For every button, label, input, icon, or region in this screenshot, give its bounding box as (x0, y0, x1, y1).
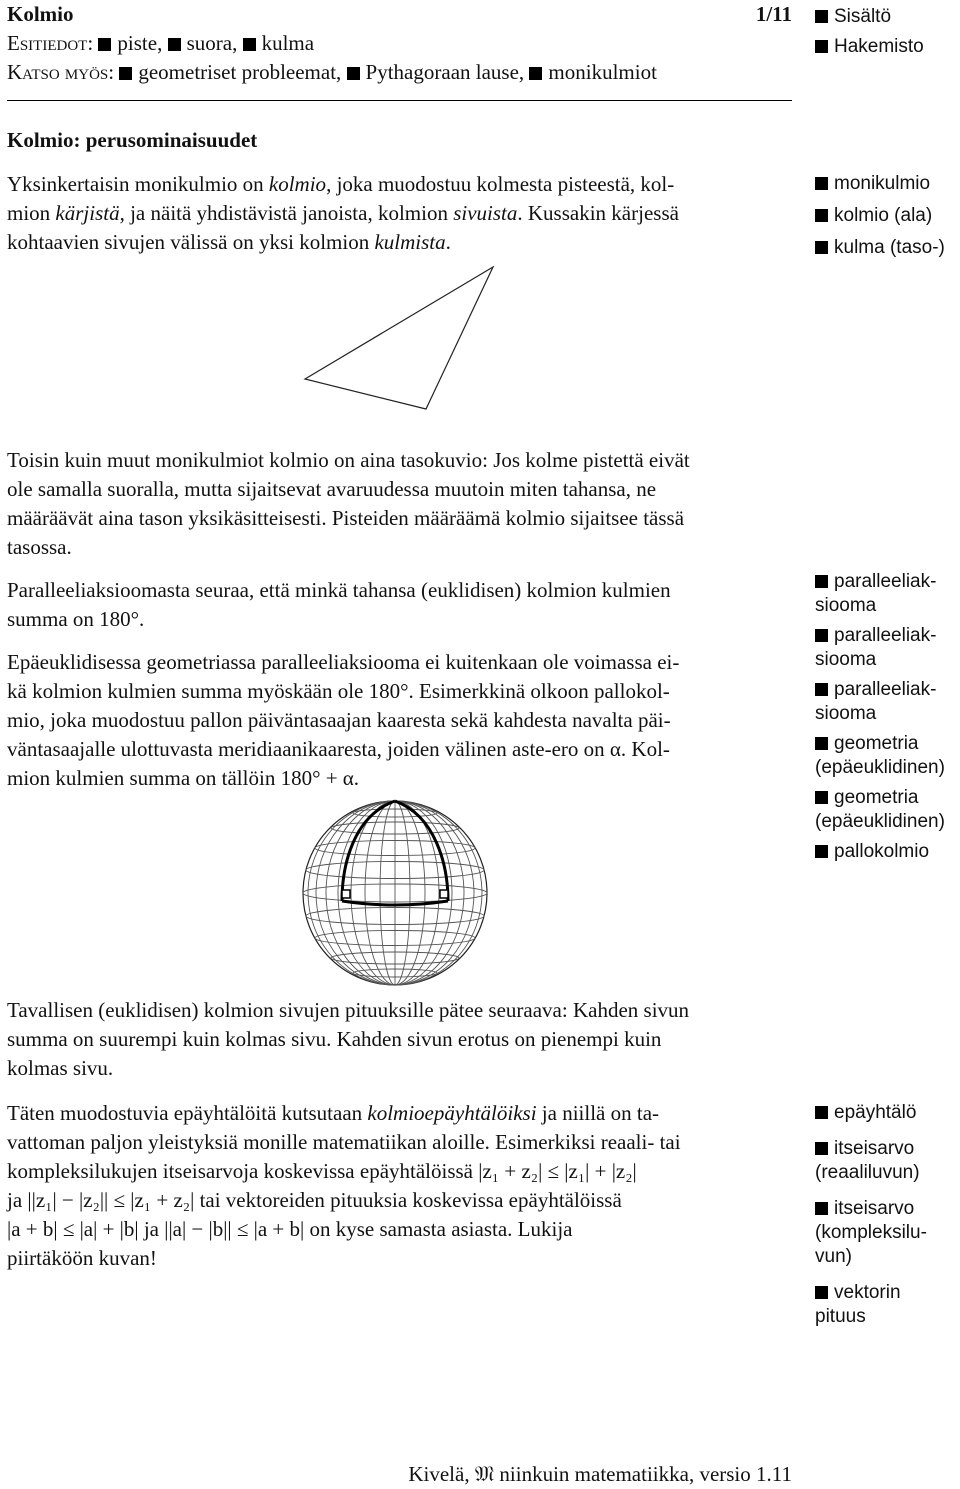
paragraph-angle-sum: Paralleeliaksioomasta seuraa, että minkä tahansa (euklidisen) kolmion kulmien summa on 180°. (7, 578, 671, 631)
sidebar-link-kolmio-ala[interactable]: kolmio (ala) (815, 204, 960, 228)
sidebar-links-2 (815, 570, 960, 874)
prerequisites-label: Esitiedot: (7, 31, 94, 55)
link-marker-icon (815, 10, 828, 23)
see-also-label: Katso myös: (7, 60, 115, 84)
sidebar-link-paralleeliaksiooma-1[interactable]: paralleeliak- siooma (815, 571, 937, 616)
link-marker-icon (815, 1286, 828, 1299)
link-marker-icon (815, 791, 828, 804)
sidebar-link-itseisarvo-kompleksiluvun[interactable]: itseisarvo (kompleksilu- vun) (815, 1198, 927, 1267)
see-also-link-pythagoraan-lause[interactable]: Pythagoraan lause, (347, 60, 525, 84)
paragraph-intro: Yksinkertaisin monikulmio on kolmio, joka muodostuu kolmesta pisteestä, kol- mion kärjistä, ja näitä yhdistävistä janoista, kolmion sivuista. Kussakin kärjessä kohtaavien sivujen välissä on yksi kolmion kulmista. (7, 172, 679, 254)
link-marker-icon (815, 1202, 828, 1215)
prerequisites-line (7, 29, 792, 58)
see-also-link-geometriset-probleemat[interactable]: geometriset probleemat, (119, 60, 341, 84)
prereq-link-suora[interactable]: suora, (168, 31, 238, 55)
link-marker-icon (815, 845, 828, 858)
link-marker-icon (815, 737, 828, 750)
see-also-link-monikulmiot[interactable]: monikulmiot (529, 60, 657, 84)
link-marker-icon (347, 67, 360, 80)
prereq-link-piste[interactable]: piste, (98, 31, 162, 55)
sidebar-link-monikulmio[interactable]: monikulmio (815, 172, 960, 196)
nav-contents-link[interactable]: Sisältö (815, 2, 924, 32)
header-divider (7, 100, 792, 101)
sidebar-link-vektorin-pituus[interactable]: vektorin pituus (815, 1282, 901, 1327)
sidebar-link-paralleeliaksiooma-3[interactable]: paralleeliak- siooma (815, 679, 937, 724)
section-title: Kolmio: perusominaisuudet (7, 128, 258, 152)
sidebar-link-paralleeliaksiooma-2[interactable]: paralleeliak- siooma (815, 625, 937, 670)
sidebar-link-geometria-epaeuklidinen-2[interactable]: geometria (epäeuklidinen) (815, 787, 945, 832)
link-marker-icon (815, 241, 828, 254)
link-marker-icon (815, 575, 828, 588)
paragraph-non-euclidean: Epäeuklidisessa geometriassa paralleeliaksiooma ei kuitenkaan ole voimassa ei- kä kolmion kulmien summa myöskään ole 180°. Esimerkkinä olkoon pallokol- mio, joka muodostuu pallon päiväntasaajan kaaresta sekä kahdesta navalta päi- väntasaajalle ulottuvasta meridiaanikaaresta, joiden välinen aste-ero on α. Kol- mion kulmien summa on tällöin 180° + α. (7, 650, 680, 790)
nav-panel (815, 2, 924, 62)
link-marker-icon (815, 629, 828, 642)
link-marker-icon (815, 1142, 828, 1155)
see-also-line (7, 58, 792, 87)
link-marker-icon (815, 683, 828, 696)
triangle-figure (295, 262, 505, 417)
sidebar-link-itseisarvo-reaaliluvun[interactable]: itseisarvo (reaaliluvun) (815, 1138, 920, 1183)
link-marker-icon (529, 67, 542, 80)
link-marker-icon (815, 177, 828, 190)
paragraph-planar: Toisin kuin muut monikulmiot kolmio on aina tasokuvio: Jos kolme pistettä eivät ole samalla suoralla, mutta sijaitsevat avaruudessa muutoin miten tahansa, ne määräävät aina tason yksikäsitteisesti. Pisteiden määräämä kolmio sijaitsee tässä tasossa. (7, 448, 690, 559)
link-marker-icon (815, 1106, 828, 1119)
link-marker-icon (815, 40, 828, 53)
nav-index-link[interactable]: Hakemisto (815, 32, 924, 62)
link-marker-icon (98, 38, 111, 51)
paragraph-generalizations: Täten muodostuvia epäyhtälöitä kutsutaan kolmioepäyhtälöiksi ja niillä on ta- vattoman paljon yleistyksiä monille matematiikan aloille. Esimerkiksi reaali- tai kompleksilukujen itseisarvoja koskevissa epäyhtälöissä |z₁ + z₂| ≤ |z₁| + |z₂| ja ||z₁| − |z₂|| ≤ |z₁ + z₂| tai vektoreiden pituuksia koskevissa epäyhtälöissä |a + b| ≤ |a| + |b| ja ||a| − |b|| ≤ |a + b| on kyse samasta asiasta. Lukija piirtäköön kuvan! (7, 1101, 681, 1270)
prereq-link-kulma[interactable]: kulma (243, 31, 315, 55)
link-marker-icon (119, 67, 132, 80)
link-marker-icon (168, 38, 181, 51)
sidebar-links-3 (815, 1101, 960, 1339)
sidebar-link-kulma-taso[interactable]: kulma (taso-) (815, 236, 960, 260)
footer-text: Kivelä, 𝔐 niinkuin matematiikka, versio 1.11 (408, 1462, 792, 1486)
sidebar-link-pallokolmio[interactable]: pallokolmio (815, 840, 960, 864)
spherical-triangle-figure (298, 796, 492, 990)
header (7, 0, 792, 87)
paragraph-triangle-inequality: Tavallisen (euklidisen) kolmion sivujen pituuksille pätee seuraava: Kahden sivun summa on suurempi kuin kolmas sivu. Kahden sivun erotus on pienempi kuin kolmas sivu. (7, 998, 690, 1080)
page-title: Kolmio (7, 2, 74, 26)
sidebar-link-epayhtalo[interactable]: epäyhtälö (815, 1101, 960, 1125)
page-counter: 1/11 (755, 2, 792, 26)
sidebar-link-geometria-epaeuklidinen-1[interactable]: geometria (epäeuklidinen) (815, 733, 945, 778)
link-marker-icon (815, 209, 828, 222)
sidebar-links-1 (815, 172, 960, 270)
link-marker-icon (243, 38, 256, 51)
